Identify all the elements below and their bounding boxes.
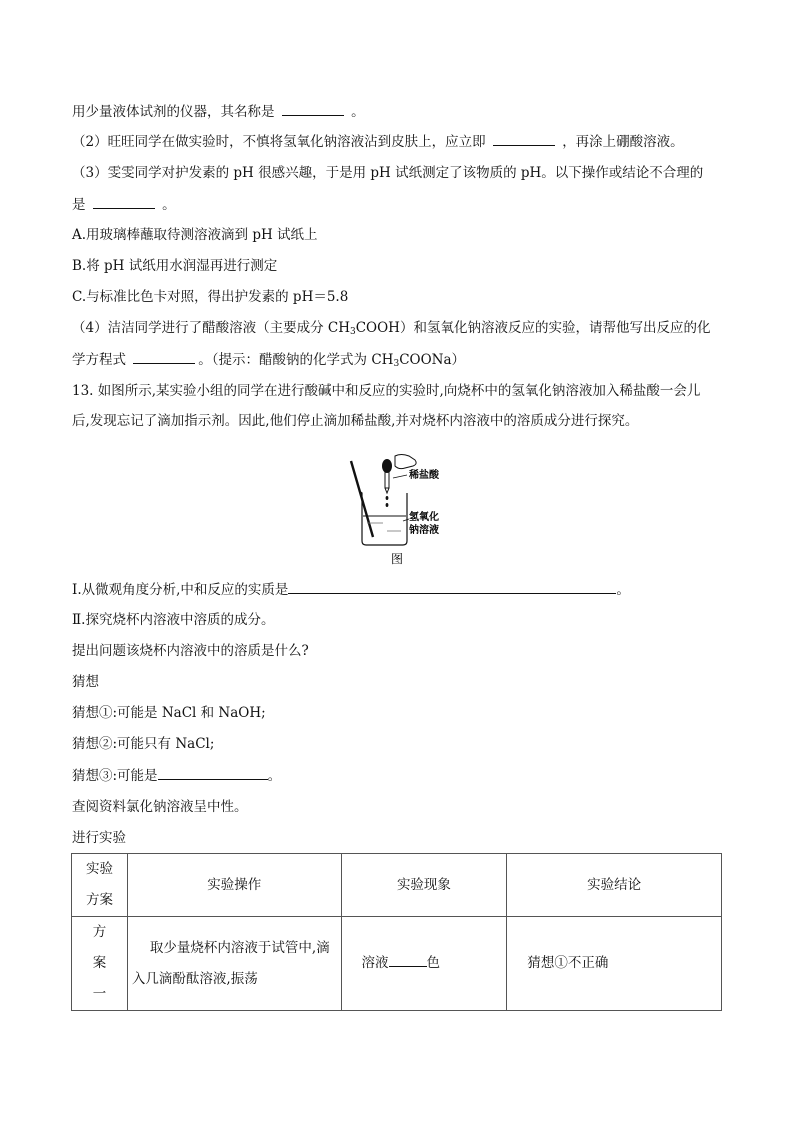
- guess-3: 猜想③:可能是 。: [72, 765, 281, 786]
- q13-intro-1: 13. 如图所示,某实验小组的同学在进行酸碱中和反应的实验时,向烧杯中的氢氧化钠溶液加入稀盐酸一会儿: [72, 383, 701, 399]
- beaker-illustration: [343, 453, 453, 568]
- q12-part4: （4）洁洁同学进行了醋酸溶液（主要成分 $CH_3COOH$）和氢氧化钠溶液反应的实验，请帮他写出反应的化: [72, 320, 711, 337]
- experiment-table: [71, 853, 722, 1011]
- option-b: B.将 pH 试纸用水润湿再进行测定: [72, 258, 278, 274]
- q12-line1: 用少量液体试剂的仪器，其名称是 。: [72, 101, 365, 122]
- label-naoh-2: 钠溶液: [409, 525, 439, 536]
- cell-conclusion-1: 猜想①不正确: [507, 917, 722, 1011]
- label-naoh-1: 氢氧化: [409, 512, 439, 523]
- q12-part3: （3）雯雯同学对护发素的 pH 很感兴趣，于是用 pH 试纸测定了该物质的 pH。以下操作或结论不合理的: [72, 165, 704, 181]
- answer-blank-5[interactable]: [288, 579, 616, 594]
- q13-guess-title: 猜想: [72, 674, 99, 690]
- header-conclusion: 实验结论: [507, 854, 722, 917]
- answer-blank-4[interactable]: [133, 349, 195, 364]
- table-row: [72, 917, 722, 1011]
- q13-question: 提出问题该烧杯内溶液中的溶质是什么?: [72, 643, 309, 659]
- option-c: C.与标准比色卡对照，得出护发素的 pH＝5.8: [72, 289, 349, 305]
- header-operation: 实验操作: [127, 854, 341, 917]
- guess-2: 猜想②:可能只有 NaCl;: [72, 736, 215, 752]
- cell-scheme-1: 方 案 一: [72, 917, 128, 1011]
- option-a: A.用玻璃棒蘸取待测溶液滴到 pH 试纸上: [72, 227, 318, 243]
- answer-blank-6[interactable]: [158, 765, 268, 780]
- q13-part2: Ⅱ.探究烧杯内溶液中溶质的成分。: [72, 612, 275, 628]
- label-dilute-hcl: 稀盐酸: [409, 470, 439, 481]
- table-header-row: [72, 854, 722, 917]
- q12-part2: （2）旺旺同学在做实验时，不慎将氢氧化钠溶液沾到皮肤上，应立即 ，再涂上硼酸溶液。: [72, 131, 684, 152]
- cell-operation-1: 取少量烧杯内溶液于试管中,滴 入几滴酚酞溶液,振荡: [127, 917, 341, 1011]
- q13-part1: Ⅰ.从微观角度分析,中和反应的实质是 。: [72, 579, 630, 600]
- q12-part4-cont: 学方程式 。（提示：醋酸钠的化学式为 $CH_3COONa$）: [72, 349, 465, 374]
- header-phenomenon: 实验现象: [341, 854, 507, 917]
- beaker-figure: [343, 453, 453, 568]
- answer-blank-2[interactable]: [493, 131, 555, 146]
- q13-intro-2: 后,发现忘记了滴加指示剂。因此,他们停止滴加稀盐酸,并对烧杯内溶液中的溶质成分进行探究。: [72, 413, 639, 429]
- q12-line1-text: 用少量液体试剂的仪器，其名称是: [72, 104, 275, 120]
- answer-blank-3[interactable]: [93, 194, 155, 209]
- cell-phenomenon-1: 溶液 色: [341, 917, 507, 1011]
- header-scheme: 实验 方案: [72, 854, 128, 917]
- answer-blank-7[interactable]: [389, 952, 427, 967]
- answer-blank-1[interactable]: [282, 101, 344, 116]
- q13-info: 查阅资料氯化钠溶液呈中性。: [72, 799, 248, 815]
- guess-1: 猜想①:可能是 NaCl 和 NaOH;: [72, 705, 266, 721]
- q13-experiment: 进行实验: [72, 830, 126, 846]
- figure-caption: 图: [391, 552, 404, 566]
- q12-part3-cont: 是 。: [72, 194, 176, 215]
